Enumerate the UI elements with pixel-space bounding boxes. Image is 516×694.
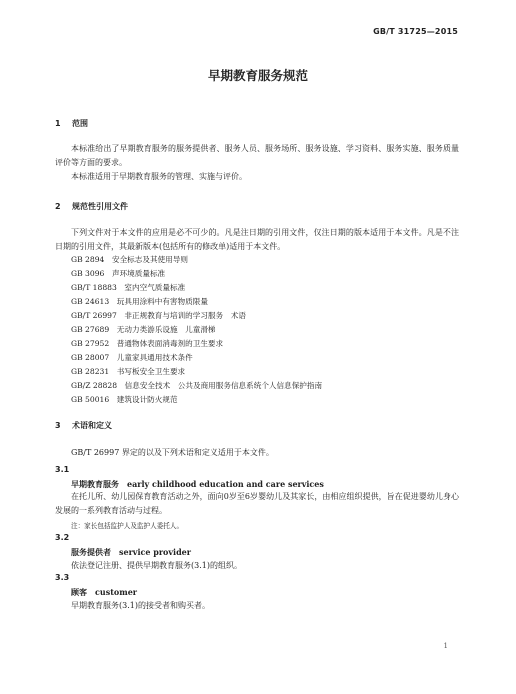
term-definition: 依法登记注册、提供早期教育服务(3.1)的组织。 (71, 561, 242, 570)
reference-item: GB 28007 儿童家具通用技术条件 (71, 353, 193, 362)
reference-item: GB/T 26997 非正规教育与培训的学习服务 术语 (71, 311, 246, 320)
terms-intro: GB/T 26997 界定的以及下列术语和定义适用于本文件。 (71, 448, 274, 457)
section-title: 范围 (72, 119, 88, 128)
term-english: service provider (119, 547, 191, 557)
reference-item: GB 28231 书写板安全卫生要求 (71, 367, 186, 376)
section-title: 规范性引用文件 (72, 202, 128, 211)
reference-item: GB/T 18883 室内空气质量标准 (71, 283, 186, 292)
reference-item: GB 24613 玩具用涂料中有害物质限量 (71, 297, 208, 306)
term-heading (71, 479, 324, 490)
term-definition: 在托儿所、幼儿园保育教育活动之外，面向0岁至6岁婴幼儿及其家长，由相应组织提供，旨在促进婴幼儿身心发展的一系列教育活动与过程。 (55, 492, 459, 515)
term-number: 3.2 (55, 533, 70, 542)
section-number: 2 (55, 202, 61, 211)
reference-item: GB 50016 建筑设计防火规范 (71, 395, 178, 404)
term-note: 注：家长包括监护人及监护人委托人。 (71, 522, 184, 530)
reference-item: GB 27689 无动力类游乐设施 儿童滑梯 (71, 325, 216, 334)
section-heading-scope (55, 118, 88, 129)
term-number: 3.3 (55, 573, 70, 582)
normative-intro: 下列文件对于本文件的应用是必不可少的。凡是注日期的引用文件，仅注日期的版本适用于本文件。凡是不注日期的引用文件，其最新版本(包括所有的修改单)适用于本文件。 (55, 228, 459, 251)
section-heading-terms (55, 420, 112, 431)
reference-item: GB/Z 28828 信息安全技术 公共及商用服务信息系统个人信息保护指南 (71, 381, 323, 390)
reference-item: GB 3096 声环境质量标准 (71, 269, 166, 278)
scope-paragraph-1: 本标准给出了早期教育服务的服务提供者、服务人员、服务场所、服务设施、学习资料、服务实施、服务质量评价等方面的要求。 (55, 144, 459, 167)
standard-number: GB/T 31725—2015 (373, 27, 458, 36)
section-title: 术语和定义 (72, 421, 112, 430)
page-number: 1 (443, 642, 448, 650)
term-heading (71, 587, 137, 598)
term-chinese: 早期教育服务 (71, 480, 119, 489)
term-number: 3.1 (55, 465, 70, 474)
section-number: 1 (55, 119, 61, 128)
term-english: customer (95, 587, 137, 597)
section-number: 3 (55, 421, 61, 430)
term-chinese: 顾客 (71, 588, 87, 597)
section-heading-normative (55, 201, 128, 212)
scope-paragraph-2: 本标准适用于早期教育服务的管理、实施与评价。 (71, 172, 247, 181)
term-heading (71, 547, 191, 558)
term-definition: 早期教育服务(3.1)的接受者和购买者。 (71, 601, 210, 610)
term-english: early childhood education and care services (127, 479, 324, 489)
reference-item: GB 27952 普通物体表面消毒剂的卫生要求 (71, 339, 224, 348)
page-title: 早期教育服务规范 (207, 68, 308, 83)
reference-item: GB 2894 安全标志及其使用导则 (71, 255, 188, 264)
term-chinese: 服务提供者 (71, 548, 111, 557)
